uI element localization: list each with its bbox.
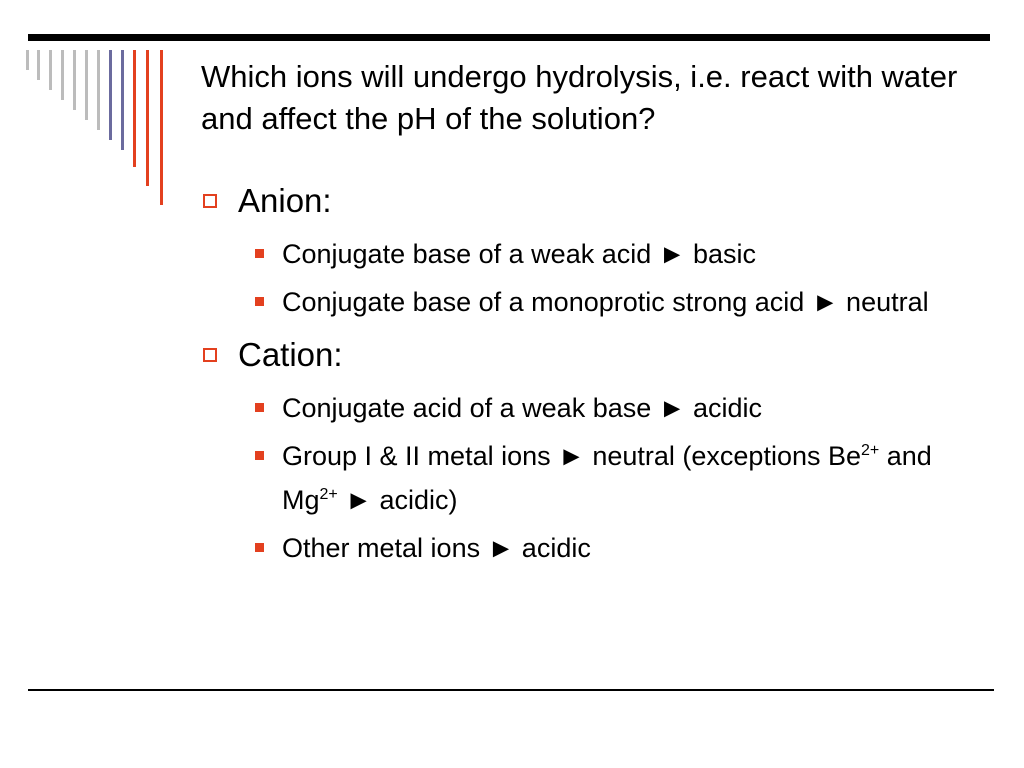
decorative-stripes [26, 50, 166, 210]
slide-title: Which ions will undergo hydrolysis, i.e. react with water and affect the pH of the solution? [201, 59, 958, 136]
slide-body [200, 180, 990, 574]
sub-bullet-text: Conjugate base of a monoprotic strong acid ► neutral [282, 287, 929, 317]
sub-bullet-text-part1: Group I & II metal ions ► neutral (exceptions Be [282, 441, 861, 471]
stripe-gray-7 [97, 50, 100, 130]
bullet-anion [200, 180, 990, 222]
hollow-square-icon [203, 194, 217, 208]
sub-bullet-text: Conjugate acid of a weak base ► acidic [282, 393, 763, 423]
sub-bullet-text: Other metal ions ► acidic [282, 533, 591, 563]
stripe-gray-1 [26, 50, 29, 70]
stripe-gray-2 [37, 50, 40, 80]
sub-bullet-group-metals [200, 434, 990, 522]
stripe-gray-4 [61, 50, 64, 100]
stripe-red-3 [160, 50, 163, 205]
stripe-red-2 [146, 50, 149, 186]
stripe-gray-5 [73, 50, 76, 110]
stripe-red-1 [133, 50, 136, 167]
sub-bullet-other-metals [200, 526, 990, 570]
filled-square-icon [255, 543, 264, 552]
filled-square-icon [255, 451, 264, 460]
stripe-blue-2 [121, 50, 124, 150]
hollow-square-icon [203, 348, 217, 362]
stripe-gray-3 [49, 50, 52, 90]
stripe-gray-6 [85, 50, 88, 120]
bullet-cation-label: Cation: [238, 336, 343, 373]
bullet-anion-label: Anion: [238, 182, 332, 219]
top-rule [28, 34, 990, 41]
filled-square-icon [255, 297, 264, 306]
filled-square-icon [255, 403, 264, 412]
bottom-rule [28, 689, 994, 691]
sub-bullet-weak-acid [200, 232, 990, 276]
sub-bullet-text: Conjugate base of a weak acid ► basic [282, 239, 757, 269]
filled-square-icon [255, 249, 264, 258]
superscript-charge-be: 2+ [861, 442, 880, 459]
stripe-blue-1 [109, 50, 112, 140]
sub-bullet-weak-base [200, 386, 990, 430]
bullet-cation [200, 334, 990, 376]
sub-bullet-text-part3: ► acidic) [337, 485, 458, 515]
sub-bullet-strong-acid [200, 280, 990, 324]
superscript-charge-mg: 2+ [319, 486, 338, 503]
sub-bullet-text-part2: and Mg [282, 441, 932, 515]
